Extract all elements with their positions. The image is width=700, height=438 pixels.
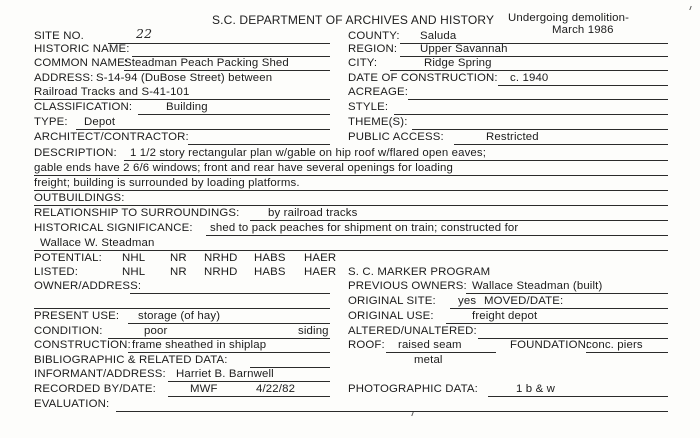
foundation-rule [586,352,668,353]
previous-owners-rule [466,293,668,294]
date-of-construction-label: DATE OF CONSTRUCTION: [348,72,498,84]
listed-nr: NR [170,266,187,278]
status-note-line2: March 1986 [552,24,614,36]
relationship-label: RELATIONSHIP TO SURROUNDINGS: [34,207,240,219]
city-value: Ridge Spring [424,57,492,69]
style-rule [394,114,668,115]
address-rule [34,99,330,100]
foundation-label: FOUNDATION: [510,339,590,351]
evaluation-rule [116,411,668,412]
significance-rule-1 [206,235,668,236]
recorded-date: 4/22/82 [256,383,296,395]
roof-value-line1: raised seam [398,339,462,351]
recorded-by: MWF [190,383,218,395]
type-rule [76,129,330,130]
owner-rule-2 [34,308,330,309]
potential-haer: HAER [304,252,337,264]
date-of-construction-value: c. 1940 [510,72,549,84]
moved-date-label: MOVED/DATE: [484,295,564,307]
owner-address-label: OWNER/ADDRESS: [34,280,142,292]
site-no-rule [108,43,330,44]
classification-rule [138,114,330,115]
owner-rule [130,293,330,294]
type-label: TYPE: [34,116,68,128]
construction-label: CONSTRUCTION: [34,339,131,351]
condition-value: poor [144,325,168,337]
recorded-rule [168,396,330,397]
original-use-value: freight depot [472,310,538,322]
architect-rule [188,144,330,145]
site-no-value: 22 [136,26,153,41]
present-use-rule [128,323,330,324]
potential-nhl: NHL [122,252,146,264]
altered-label: ALTERED/UNALTERED: [348,325,477,337]
region-label: REGION: [348,43,398,55]
marker-program-label: S. C. MARKER PROGRAM [348,266,491,278]
description-line3: freight; building is surrounded by loading platforms. [34,177,300,189]
original-use-rule [446,323,668,324]
previous-owners-value: Wallace Steadman (built) [472,280,603,292]
previous-owners-label: PREVIOUS OWNERS: [348,280,467,292]
roof-value-line2: metal [414,354,443,366]
construction-value: frame sheathed in shiplap [132,339,267,351]
acreage-label: ACREAGE: [348,86,409,98]
address-value-line1: S-14-94 (DuBose Street) between [96,72,273,84]
listed-nhl: NHL [122,266,146,278]
theme-rule [412,129,668,130]
original-site-label: ORIGINAL SITE: [348,295,436,307]
present-use-label: PRESENT USE: [34,310,120,322]
description-label: DESCRIPTION: [34,147,117,159]
city-rule [390,70,668,71]
public-access-rule [454,144,668,145]
roof-label: ROOF: [348,339,385,351]
bibliographic-label: BIBLIOGRAPHIC & RELATED DATA: [34,354,228,366]
style-label: STYLE: [348,101,389,113]
description-rule-1 [124,160,668,161]
region-value: Upper Savannah [420,43,508,55]
construction-rule [128,352,330,353]
site-no-label: SITE NO. [34,30,84,42]
condition-label: CONDITION: [34,325,103,337]
original-site-rule [450,308,668,309]
significance-rule-2 [34,250,668,251]
classification-value: Building [166,101,208,113]
original-use-label: ORIGINAL USE: [348,310,434,322]
evaluation-label: EVALUATION: [34,398,110,410]
informant-rule [168,381,330,382]
potential-nrhd: NRHD [204,252,238,264]
county-label: COUNTY: [348,30,400,42]
description-line2: gable ends have 2 6/6 windows; front and rear have several openings for loading [34,162,454,174]
county-value: Saluda [420,30,457,42]
relationship-rule [250,220,668,221]
description-line1: 1 1/2 story rectangular plan w/gable on hip roof w/flared open eaves; [130,147,487,159]
informant-label: INFORMANT/ADDRESS: [34,368,166,380]
photographic-rule [488,396,668,397]
city-label: CITY: [348,57,378,69]
significance-line1: shed to pack peaches for shipment on train; constructed for [210,222,519,234]
listed-label: LISTED: [34,266,79,278]
description-rule-3 [34,190,668,191]
scan-mark [689,6,694,10]
condition-extra: siding [298,325,329,337]
original-site-value: yes [458,295,477,307]
informant-value: Harriet B. Barnwell [176,368,274,380]
photographic-value: 1 b & w [516,383,556,395]
outbuildings-rule [34,205,668,206]
listed-habs: HABS [254,266,286,278]
significance-line2: Wallace W. Steadman [40,237,155,249]
description-rule-2 [34,175,668,176]
roof-rule [386,352,496,353]
acreage-rule [408,99,668,100]
common-name-rule [124,70,330,71]
type-value: Depot [84,116,116,128]
potential-nr: NR [170,252,187,264]
classification-label: CLASSIFICATION: [34,101,133,113]
common-name-label: COMMON NAME: [34,57,129,69]
outbuildings-label: OUTBUILDINGS: [34,192,125,204]
public-access-value: Restricted [486,131,539,143]
address-label: ADDRESS: [34,72,94,84]
theme-label: THEME(S): [348,116,408,128]
historic-name-label: HISTORIC NAME: [34,43,130,55]
present-use-value: storage (of hay) [138,310,221,322]
public-access-label: PUBLIC ACCESS: [348,131,444,143]
status-note-line1: Undergoing demolition- [508,12,630,24]
agency-title: S.C. DEPARTMENT OF ARCHIVES AND HISTORY [212,13,495,27]
photographic-label: PHOTOGRAPHIC DATA: [348,383,478,395]
architect-label: ARCHITECT/CONTRACTOR: [34,131,189,143]
potential-label: POTENTIAL: [34,252,102,264]
listed-nrhd: NRHD [204,266,238,278]
relationship-value: by railroad tracks [268,207,358,219]
common-name-value: Steadman Peach Packing Shed [124,57,289,69]
address-value-line2: Railroad Tracks and S-41-101 [34,86,190,98]
potential-habs: HABS [254,252,286,264]
date-rule [498,85,668,86]
significance-label: HISTORICAL SIGNIFICANCE: [34,222,193,234]
foundation-value: conc. piers [586,339,643,351]
recorded-label: RECORDED BY/DATE: [34,383,156,395]
scan-mark [411,412,416,416]
listed-haer: HAER [304,266,337,278]
